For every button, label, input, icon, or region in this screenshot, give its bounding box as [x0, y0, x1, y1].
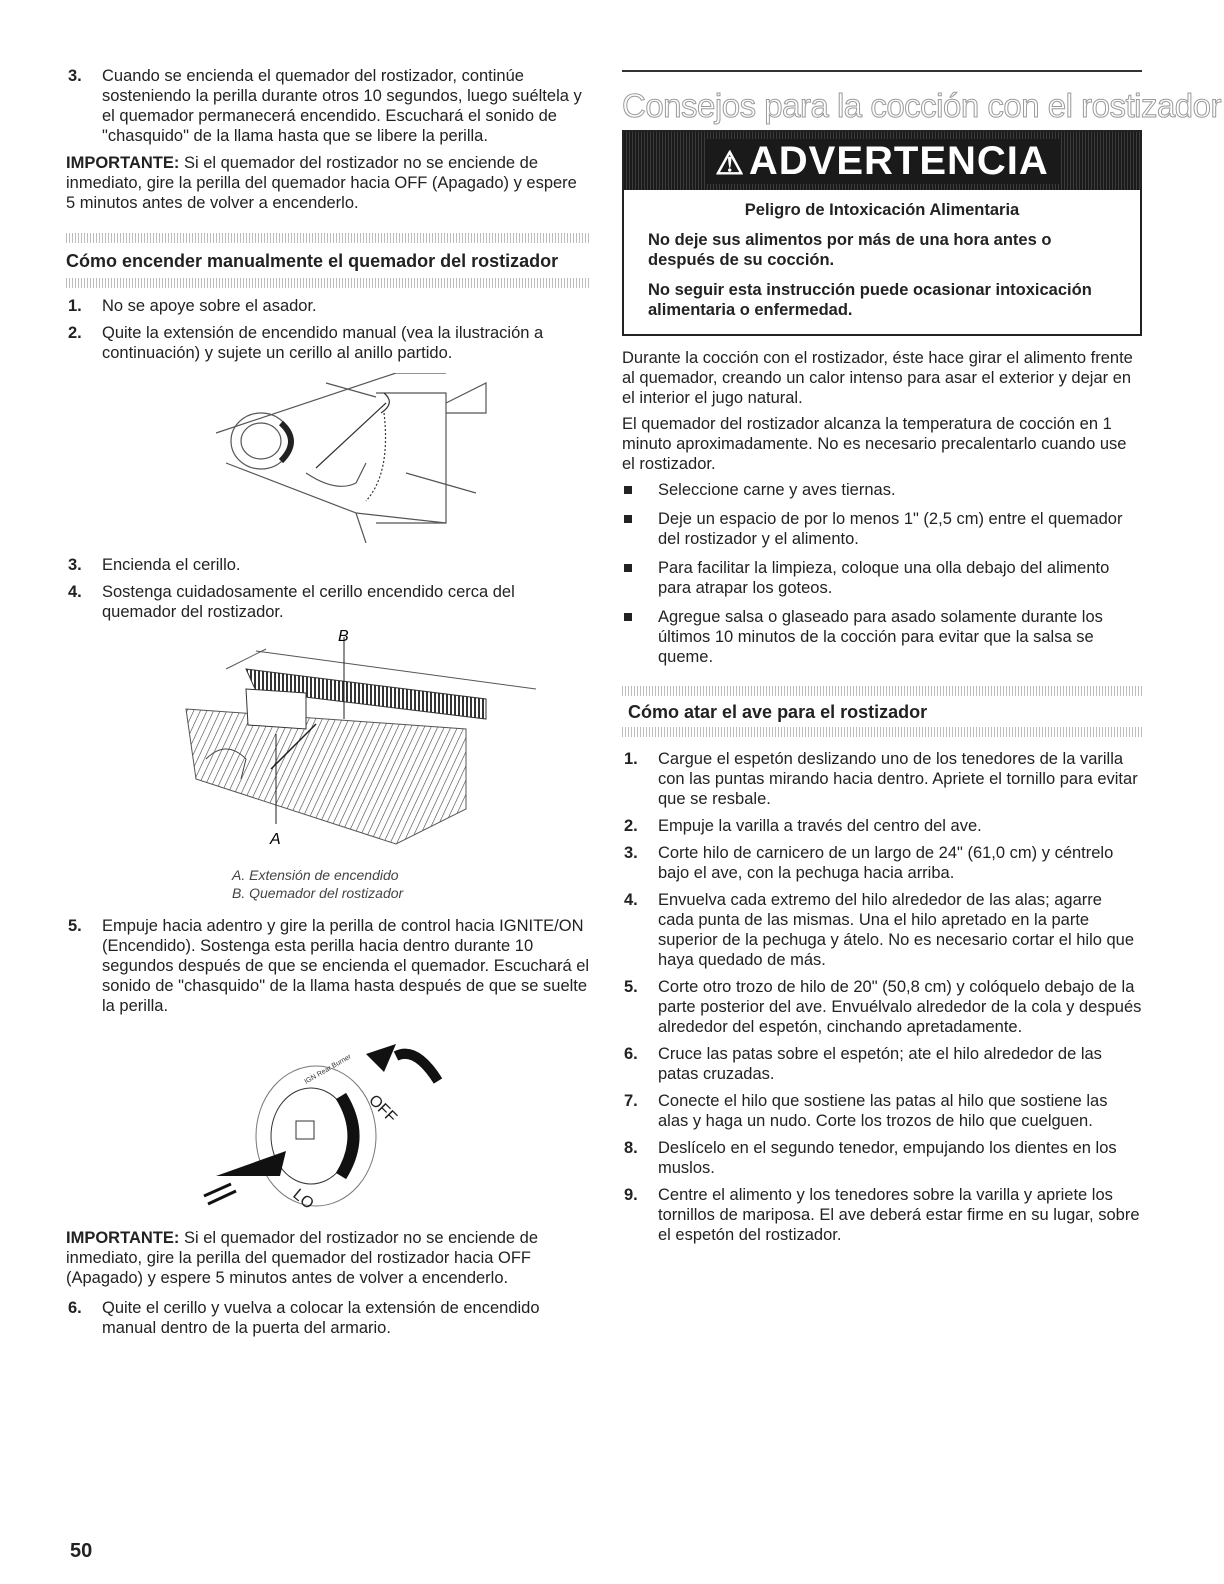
- warning-line-1: No deje sus alimentos por más de una hora antes o después de su cocción.: [648, 231, 1052, 269]
- control-knob-illustration: [66, 1026, 590, 1216]
- step-number: 2.: [68, 324, 82, 342]
- step-text: Empuje la varilla a través del centro del ave.: [658, 817, 982, 835]
- step-number: 5.: [68, 917, 82, 935]
- important-note-2: [66, 1228, 590, 1288]
- step-number: 6.: [624, 1045, 638, 1063]
- step-text: Centre el alimento y los tenedores sobre la varilla y apriete los tornillos de mariposa. El ave deberá estar firme en su lugar, sobre el espetón del rostizador.: [658, 1186, 1140, 1244]
- step-5: [66, 916, 590, 1016]
- step-text: Cargue el espetón deslizando uno de los tenedores de la varilla con las puntas mirando hacia dentro. Apriete el tornillo para evitar que se resbale.: [658, 750, 1138, 808]
- list-item: [622, 816, 1142, 836]
- bullet-item: [622, 607, 1142, 667]
- step-text: No se apoye sobre el asador.: [102, 297, 317, 315]
- step-text: Encienda el cerillo.: [102, 556, 241, 574]
- step-text: Empuje hacia adentro y gire la perilla de control hacia IGNITE/ON (Encendido). Sostenga esta perilla hacia dentro durante 10 segundos después de que se encienda el quemador. Escuchará el sonido de "chasquido" de la llama hasta después de que se suelte la perilla.: [102, 917, 590, 1015]
- bullet-text: Seleccione carne y aves tiernas.: [658, 481, 896, 499]
- knob-text: IGN Rear Burner: [303, 1053, 353, 1086]
- bullet-item: [622, 509, 1142, 549]
- bullet-text: Agregue salsa o glaseado para asado solamente durante los últimos 10 minutos de la cocción para evitar que la salsa se queme.: [658, 608, 1103, 666]
- warning-banner: [624, 132, 1140, 190]
- step-text: Envuelva cada extremo del hilo alrededor de las alas; agarre cada punta de las mismas. Una el hilo apretado en la parte superior de la pechuga y átelo. No es necesario cortar el hilo que haya quedado de más.: [658, 891, 1135, 969]
- figure-caption-a: A. Extensión de encendido: [232, 867, 399, 883]
- match-holder-drawing: [66, 373, 590, 543]
- rotate-arrow-icon: [366, 1044, 396, 1072]
- step-text: Quite el cerillo y vuelva a colocar la extensión de encendido manual dentro de la puerta del armario.: [102, 1299, 540, 1337]
- step-number: 3.: [68, 556, 82, 574]
- intro-paragraph-2: El quemador del rostizador alcanza la temperatura de cocción en 1 minuto aproximadamente. No es necesario precalentarlo cuando use el rostizador.: [622, 415, 1127, 473]
- bullet-icon: [624, 515, 632, 523]
- step-number: 5.: [624, 978, 638, 996]
- warning-label: [705, 139, 1059, 184]
- list-item: [622, 890, 1142, 970]
- intro-paragraph-1: Durante la cocción con el rostizador, éste hace girar el alimento frente al quemador, creando un calor intenso para asar el exterior y dejar en el interior el jugo natural.: [622, 349, 1133, 407]
- step-number: 1.: [624, 750, 638, 768]
- step-number: 6.: [68, 1299, 82, 1317]
- heading-rule-bottom: [622, 727, 1142, 737]
- bullet-icon: [624, 486, 632, 494]
- step-text: Quite la extensión de encendido manual (vea la ilustración a continuación) y sujete un cerillo al anillo partido.: [102, 324, 544, 362]
- step-number: 2.: [624, 817, 638, 835]
- bullet-item: [622, 558, 1142, 598]
- step-6: [66, 1298, 590, 1338]
- warning-line-2: No seguir esta instrucción puede ocasionar intoxicación alimentaria o enfermedad.: [648, 281, 1092, 319]
- step-3-intro: [66, 66, 590, 146]
- important-label: IMPORTANTE:: [66, 1229, 180, 1247]
- step-number: 1.: [68, 297, 82, 315]
- step-number: 9.: [624, 1186, 638, 1204]
- list-item: [622, 977, 1142, 1037]
- warning-title: Peligro de Intoxicación Alimentaria: [744, 201, 1020, 219]
- lo-label: LO: [289, 1186, 317, 1213]
- figure-caption-b: B. Quemador del rostizador: [232, 885, 404, 901]
- heading-rule-bottom: [66, 278, 590, 288]
- page-number: 50: [70, 1540, 93, 1562]
- push-arrow-icon: [216, 1151, 286, 1176]
- step-text: Conecte el hilo que sostiene las patas al hilo que sostiene las alas y haga un nudo. Corte los trozos de hilo que cuelguen.: [658, 1092, 1108, 1130]
- step-text: Cuando se encienda el quemador del rostizador, continúe sosteniendo la perilla durante otros 10 segundos, luego suéltela y el quemador permanecerá encendido. Escuchará el sonido de "chasquido" de la llama hasta que se libere la perilla.: [102, 67, 582, 145]
- right-column: [622, 70, 1221, 1252]
- heading-rule-top: [622, 686, 1142, 696]
- section-rule: [622, 70, 1142, 72]
- list-item: [622, 1138, 1142, 1178]
- important-label: IMPORTANTE:: [66, 154, 180, 172]
- bullet-icon: [624, 564, 632, 572]
- off-label: OFF: [365, 1091, 400, 1127]
- burner-drawing: [66, 629, 590, 854]
- list-item: [622, 749, 1142, 809]
- step-text: Deslícelo en el segundo tenedor, empujando los dientes en los muslos.: [658, 1139, 1117, 1177]
- step-number: 4.: [68, 583, 82, 601]
- list-item: [622, 843, 1142, 883]
- manual-light-heading: Cómo encender manualmente el quemador del rostizador: [66, 251, 559, 271]
- warning-body: [624, 190, 1140, 334]
- step-number: 3.: [624, 844, 638, 862]
- callout-a: A: [270, 831, 281, 848]
- important-note-1: [66, 153, 590, 213]
- list-item: [622, 1044, 1142, 1084]
- truss-poultry-heading: Cómo atar el ave para el rostizador: [628, 702, 928, 722]
- step-number: 4.: [624, 891, 638, 909]
- knob-drawing: [66, 1026, 590, 1216]
- heading-rule-top: [66, 233, 590, 243]
- step-text: Cruce las patas sobre el espetón; ate el hilo alrededor de las patas cruzadas.: [658, 1045, 1102, 1083]
- ignition-extension-illustration: [66, 373, 590, 543]
- bullet-text: Para facilitar la limpieza, coloque una olla debajo del alimento para atrapar los goteos.: [658, 559, 1110, 597]
- list-item: [66, 582, 590, 622]
- callout-b: B: [338, 629, 349, 645]
- important-text: Si el quemador del rostizador no se enciende de inmediato, gire la perilla del quemador hacia OFF (Apagado) y espere 5 minutos antes de volver a encenderlo.: [66, 154, 577, 212]
- step-text: Sostenga cuidadosamente el cerillo encendido cerca del quemador del rostizador.: [102, 583, 515, 621]
- rotisserie-burner-illustration: [66, 629, 590, 854]
- warning-triangle-icon: ⚠: [715, 144, 745, 181]
- list-item: [622, 1185, 1142, 1245]
- important-text: Si el quemador del rostizador no se enciende de inmediato, gire la perilla del quemador del rostizador hacia OFF (Apagado) y espere 5 minutos antes de volver a encenderlo.: [66, 1229, 539, 1287]
- bullet-text: Deje un espacio de por lo menos 1" (2,5 cm) entre el quemador del rostizador y el alimento.: [658, 510, 1123, 548]
- warning-box: [622, 130, 1142, 336]
- list-item: [66, 323, 590, 363]
- step-number: 8.: [624, 1139, 638, 1157]
- list-item: [66, 296, 590, 316]
- step-text: Corte otro trozo de hilo de 20" (50,8 cm) y colóquelo debajo de la parte posterior del ave. Envuélvalo alrededor de la cola y después alrededor del espetón, cinchando apretadamente.: [658, 978, 1142, 1036]
- step-number: 7.: [624, 1092, 638, 1110]
- bullet-item: [622, 480, 1142, 500]
- warning-word: ADVERTENCIA: [748, 138, 1049, 183]
- step-text: Corte hilo de carnicero de un largo de 24" (61,0 cm) y céntrelo bajo el ave, con la pechuga hacia arriba.: [658, 844, 1114, 882]
- step-number: 3.: [68, 67, 82, 85]
- list-item: [66, 555, 590, 575]
- bullet-icon: [624, 613, 632, 621]
- list-item: [622, 1091, 1142, 1131]
- section-title: Consejos para la cocción con el rostizador: [622, 87, 1221, 124]
- left-column: [66, 66, 590, 1345]
